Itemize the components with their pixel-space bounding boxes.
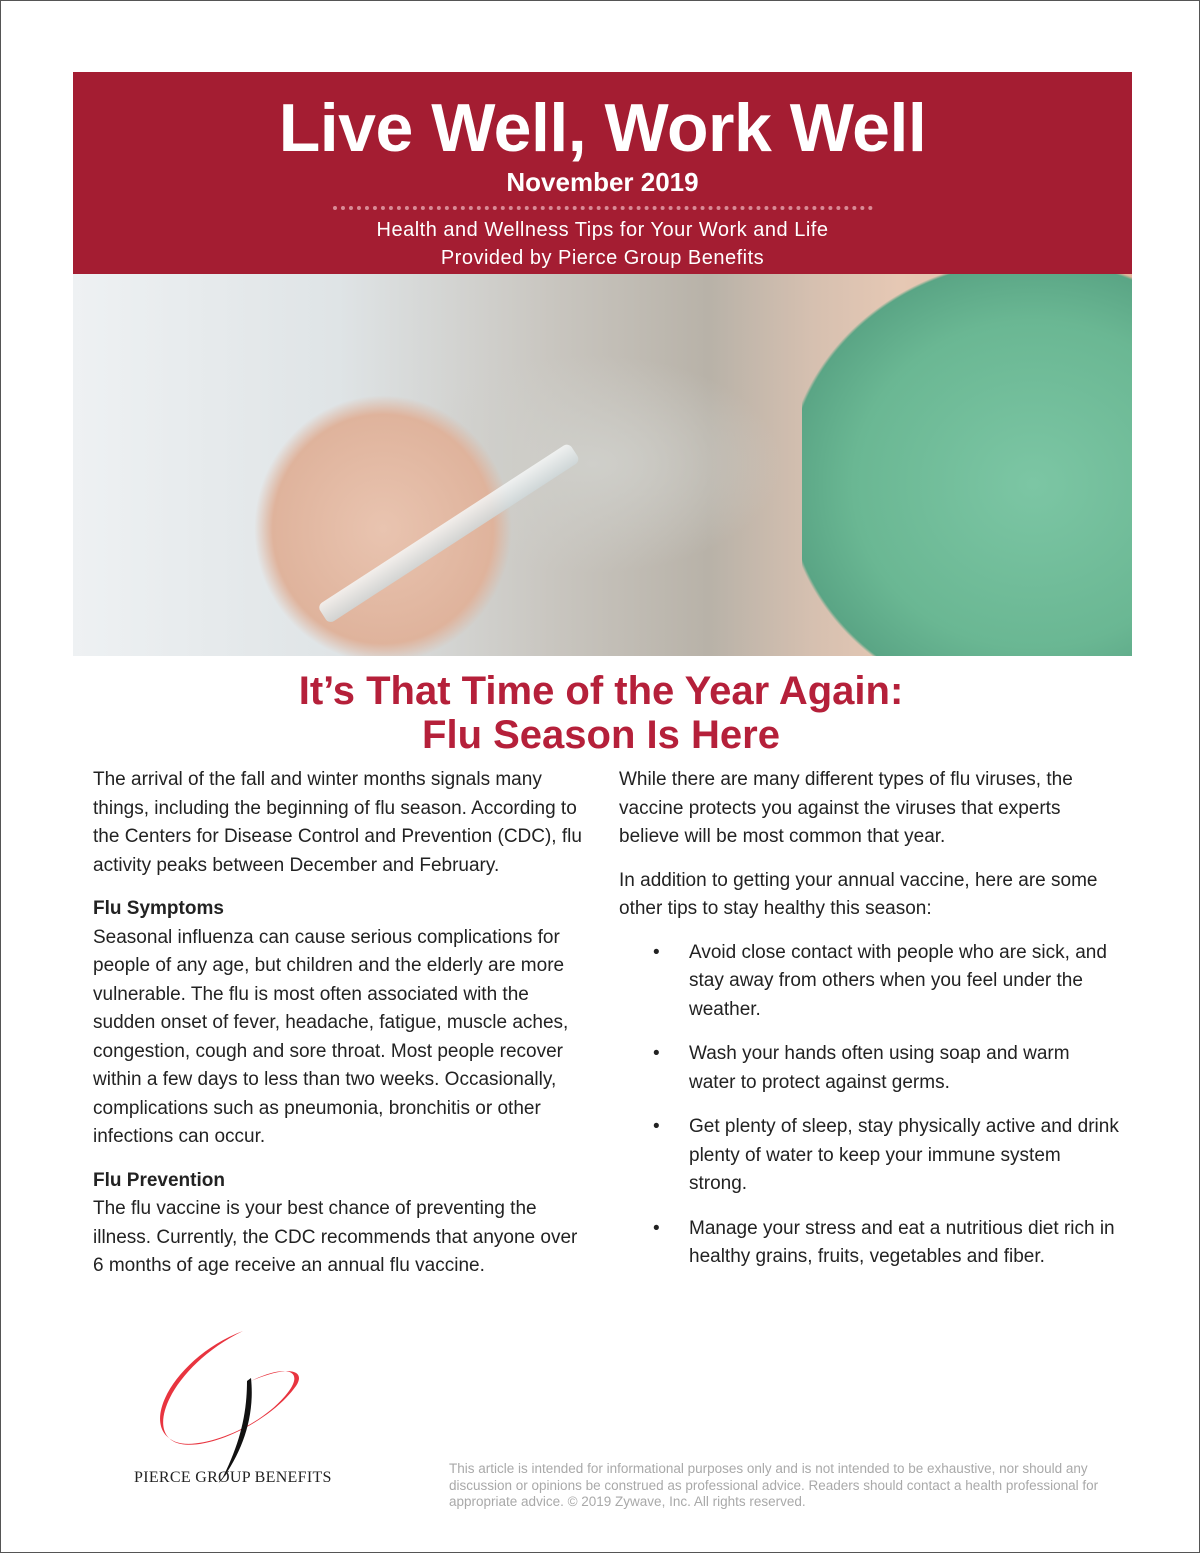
- tip-text: Get plenty of sleep, stay physically active and drink plenty of water to keep your immune system strong.: [689, 1116, 1119, 1194]
- tips-intro: In addition to getting your annual vaccine, here are some other tips to stay healthy this season:: [619, 869, 1098, 919]
- tip-text: Wash your hands often using soap and warm water to protect against germs.: [689, 1043, 1070, 1093]
- newsletter-title: Live Well, Work Well: [278, 90, 927, 166]
- prevention-heading: Flu Prevention: [93, 1169, 225, 1191]
- prevention-paragraph: The flu vaccine is your best chance of preventing the illness. Currently, the CDC recommends that anyone over 6 months of age receive an annual flu vaccine.: [93, 1198, 578, 1276]
- bullet-icon: •: [653, 941, 660, 963]
- header-provider: Provided by Pierce Group Benefits: [440, 247, 765, 269]
- logo-text: PIERCE GRØUP BENEFITS: [134, 1469, 332, 1486]
- article-title-line1: It’s That Time of the Year Again:: [298, 669, 904, 713]
- list-item: [653, 1040, 1119, 1097]
- disclaimer: This article is intended for informational purposes only and is not intended to be exhaustive, nor should any discussion or opinions be construed as professional advice. Readers should contact a health professional for appropriate advice. © 2019 Zywave, Inc. All rights reserved.: [449, 1461, 1099, 1509]
- symptoms-heading: Flu Symptoms: [93, 898, 224, 919]
- newsletter-header: [73, 72, 1132, 274]
- photo-sleeve: [802, 274, 1132, 656]
- article-title-line2: Flu Season Is Here: [422, 713, 780, 757]
- article-title: [1, 669, 1200, 757]
- dotted-divider: [333, 206, 873, 210]
- bullet-icon: •: [653, 1043, 660, 1064]
- right-column: [619, 766, 1119, 1288]
- header-subtitle: Health and Wellness Tips for Your Work and Life: [376, 219, 829, 241]
- issue-date: November 2019: [506, 167, 699, 197]
- list-item: [653, 939, 1119, 1025]
- list-item: [653, 1215, 1119, 1272]
- intro-paragraph: The arrival of the fall and winter months signals many things, including the beginning of flu season. According to the Centers for Disease Control and Prevention (CDC), flu activity peaks between December and February.: [93, 769, 582, 876]
- tip-text: Avoid close contact with people who are sick, and stay away from others when you feel under the weather.: [689, 941, 1107, 1020]
- list-item: [653, 1113, 1119, 1199]
- flu-vaccine-photo: [73, 274, 1132, 656]
- tips-list: [653, 939, 1119, 1272]
- bullet-icon: •: [653, 1116, 660, 1137]
- tip-text: Manage your stress and eat a nutritious diet rich in healthy grains, fruits, vegetables and fiber.: [689, 1217, 1115, 1267]
- bullet-icon: •: [653, 1217, 660, 1239]
- left-column: [93, 766, 588, 1296]
- symptoms-paragraph: Seasonal influenza can cause serious complications for people of any age, but children and the elderly are more vulnerable. The flu is most often associated with the sudden onset of fever, headache, fatigue, muscle aches, congestion, cough and sore throat. Most people recover within a few days to less than two weeks. Occasionally, complications such as pneumonia, bronchitis or other infections can occur.: [93, 926, 569, 1147]
- viruses-paragraph: While there are many different types of flu viruses, the vaccine protects you against the viruses that experts believe will be most common that year.: [619, 769, 1073, 847]
